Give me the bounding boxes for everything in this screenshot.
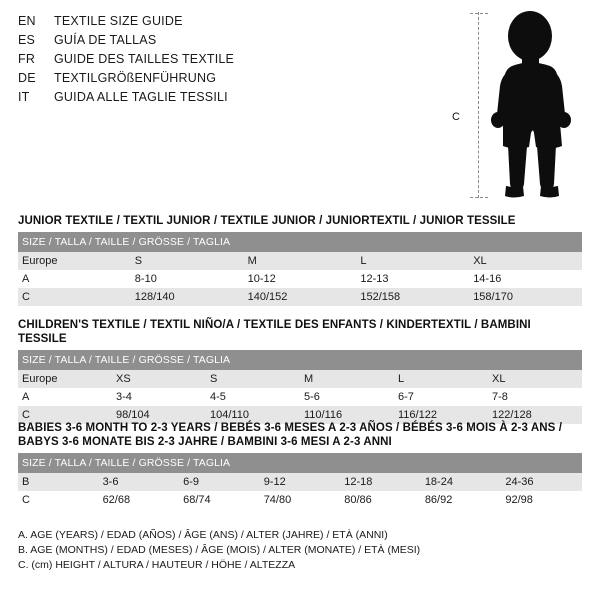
language-row xyxy=(18,52,348,71)
section-title: CHILDREN'S TEXTILE / TEXTIL NIÑO/A / TEXTILE DES ENFANTS / KINDERTEXTIL / BAMBINI TESSILE xyxy=(18,319,531,345)
cell: 98/104 xyxy=(112,406,206,424)
measurement-figure xyxy=(430,8,590,203)
language-row xyxy=(18,14,348,33)
cell: 68/74 xyxy=(179,491,260,509)
cell: 6-9 xyxy=(179,473,260,491)
cell: 80/86 xyxy=(340,491,421,509)
footnote-c: C. (cm) HEIGHT / ALTURA / HAUTEUR / HÖHE / ALTEZZA xyxy=(18,559,296,571)
language-title: GUIDE DES TAILLES TEXTILE xyxy=(54,52,235,66)
cell: 18-24 xyxy=(421,473,502,491)
cell: 8-10 xyxy=(131,270,244,288)
language-code: IT xyxy=(18,90,30,104)
row-label: Europe xyxy=(18,252,131,270)
cell: 62/68 xyxy=(99,491,180,509)
row-label: A xyxy=(18,270,131,288)
cell: 12-18 xyxy=(340,473,421,491)
row-label: B xyxy=(18,473,99,491)
section-title: BABIES 3-6 MONTH TO 2-3 YEARS / BEBÉS 3-6 MESES A 2-3 AÑOS / BÉBÉS 3-6 MOIS À 2-3 ANS / BABYS 3-6 MONATE BIS 2-3 JAHRE / BAMBINI 3-6 MESI A 2-3 ANNI xyxy=(18,422,562,448)
cell: 4-5 xyxy=(206,388,300,406)
size-table-junior xyxy=(18,232,582,306)
cell: L xyxy=(394,370,488,388)
cell: 6-7 xyxy=(394,388,488,406)
cell: M xyxy=(300,370,394,388)
language-title: TEXTILE SIZE GUIDE xyxy=(54,14,183,28)
language-row xyxy=(18,33,348,52)
size-table-babies xyxy=(18,453,582,509)
cell: 3-4 xyxy=(112,388,206,406)
row-label: C xyxy=(18,406,112,424)
cell: 3-6 xyxy=(99,473,180,491)
language-title-block xyxy=(18,14,348,109)
language-title: TEXTILGRÖßENFÜHRUNG xyxy=(54,71,217,85)
cell: 140/152 xyxy=(244,288,357,306)
cell: 104/110 xyxy=(206,406,300,424)
footnotes-block xyxy=(18,528,582,573)
table-header-label: SIZE / TALLA / TAILLE / GRÖSSE / TAGLIA xyxy=(18,453,582,473)
language-code: FR xyxy=(18,52,36,66)
table-header-label: SIZE / TALLA / TAILLE / GRÖSSE / TAGLIA xyxy=(18,232,582,252)
cell: 122/128 xyxy=(488,406,582,424)
row-label: Europe xyxy=(18,370,112,388)
cell: L xyxy=(356,252,469,270)
cell: 12-13 xyxy=(356,270,469,288)
table-header-label: SIZE / TALLA / TAILLE / GRÖSSE / TAGLIA xyxy=(18,350,582,370)
footnote-b: B. AGE (MONTHS) / EDAD (MESES) / ÂGE (MOIS) / ALTER (MONATE) / ETÀ (MESI) xyxy=(18,544,421,556)
table-row xyxy=(18,370,582,388)
language-row xyxy=(18,71,348,90)
cell: 158/170 xyxy=(469,288,582,306)
section-junior-textile xyxy=(18,214,582,306)
cell: 110/116 xyxy=(300,406,394,424)
table-header-row xyxy=(18,232,582,252)
cell: XL xyxy=(469,252,582,270)
language-row xyxy=(18,90,348,109)
cell: S xyxy=(131,252,244,270)
cell: S xyxy=(206,370,300,388)
section-babies-textile xyxy=(18,421,582,509)
language-code: EN xyxy=(18,14,36,28)
row-label: A xyxy=(18,388,112,406)
cell: 74/80 xyxy=(260,491,341,509)
cell: 128/140 xyxy=(131,288,244,306)
language-code: DE xyxy=(18,71,36,85)
table-row xyxy=(18,252,582,270)
cell: 116/122 xyxy=(394,406,488,424)
cell: 24-36 xyxy=(501,473,582,491)
footnote-a: A. AGE (YEARS) / EDAD (AÑOS) / ÂGE (ANS) / ALTER (JAHRE) / ETÀ (ANNI) xyxy=(18,529,388,541)
size-table-children xyxy=(18,350,582,424)
cell: 5-6 xyxy=(300,388,394,406)
cell: 152/158 xyxy=(356,288,469,306)
measurement-label-c: C xyxy=(452,111,460,123)
cell: 14-16 xyxy=(469,270,582,288)
cell: XL xyxy=(488,370,582,388)
row-label: C xyxy=(18,491,99,509)
table-row xyxy=(18,270,582,288)
language-title: GUÍA DE TALLAS xyxy=(54,33,157,47)
measurement-line-vertical xyxy=(478,12,479,198)
cell: XS xyxy=(112,370,206,388)
cell: 86/92 xyxy=(421,491,502,509)
table-row xyxy=(18,491,582,509)
cell: 9-12 xyxy=(260,473,341,491)
language-title: GUIDA ALLE TAGLIE TESSILI xyxy=(54,90,228,104)
table-header-row xyxy=(18,350,582,370)
section-title: JUNIOR TEXTILE / TEXTIL JUNIOR / TEXTILE JUNIOR / JUNIORTEXTIL / JUNIOR TESSILE xyxy=(18,215,516,227)
section-childrens-textile xyxy=(18,318,582,424)
child-silhouette-icon xyxy=(482,8,587,203)
table-header-row xyxy=(18,453,582,473)
cell: 92/98 xyxy=(501,491,582,509)
cell: 7-8 xyxy=(488,388,582,406)
language-code: ES xyxy=(18,33,36,47)
cell: 10-12 xyxy=(244,270,357,288)
table-row xyxy=(18,288,582,306)
row-label: C xyxy=(18,288,131,306)
cell: M xyxy=(244,252,357,270)
table-row xyxy=(18,388,582,406)
table-row xyxy=(18,473,582,491)
